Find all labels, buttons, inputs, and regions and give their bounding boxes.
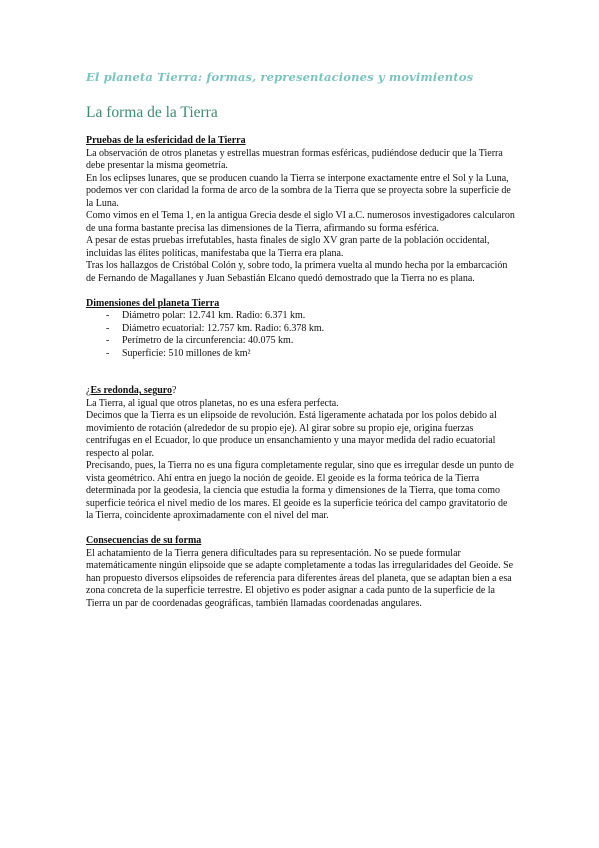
paragraph: Tras los hallazgos de Cristóbal Colón y, sobre todo, la primera vuelta al mundo hecha por la embarcación de Fernando de Magallanes y Juan Sebastián Elcano quedó demostrado que la Tierra no es plana. xyxy=(86,260,508,284)
heading-es-redonda xyxy=(86,385,516,398)
list-item: - Perímetro de la circunferencia: 40.075 km. xyxy=(106,335,516,348)
dimensions-list xyxy=(86,310,516,360)
paragraph: El achatamiento de la Tierra genera dificultades para su representación. No se puede formular matemáticamente ningún elipsoide que se adapte completamente a todas las irregularidades del Geoide. Se han propuesto diversos elipsoides de referencia para diferentes áreas del planeta, que se adaptan bien a esa zona concreta de la superficie terrestre. El objetivo es poder asignar a cada punto de la superficie de la Tierra un par de coordenadas geográficas, también llamadas coordenadas angulares. xyxy=(86,547,514,609)
list-item: - Diámetro ecuatorial: 12.757 km. Radio: 6.378 km. xyxy=(106,323,516,336)
paragraph: La observación de otros planetas y estrellas muestran formas esféricas, pudiéndose deducir que la Tierra debe presentar la misma geometría. xyxy=(86,147,503,171)
list-item: - Diámetro polar: 12.741 km. Radio: 6.371 km. xyxy=(106,310,516,323)
spacer xyxy=(86,285,516,298)
list-item: - Superficie: 510 millones de km² xyxy=(106,348,516,361)
paragraph: Precisando, pues, la Tierra no es una figura completamente regular, sino que es irregular desde un punto de vista geométrico. Ahí entra en juego la noción de geoide. El geoide es la forma teórica de la Tierra determinada por la geodesia, la ciencia que estudia la forma y dimensiones de la Tierra, que toma como superficie teórica el nivel medio de los mares. El geoide es la superficie teórica del campo gravitatorio de la Tierra, coincidente aproximadamente con el nivel del mar. xyxy=(86,460,514,521)
paragraph: A pesar de estas pruebas irrefutables, hasta finales de siglo XV gran parte de la población occidental, incluidas las élites políticas, manifestaba que la Tierra era plana. xyxy=(86,235,490,259)
paragraph: Como vimos en el Tema 1, en la antigua Grecia desde el siglo VI a.C. numerosos investigadores calcularon de una forma bastante precisa las dimensiones de la Tierra, afirmando su forma esférica. xyxy=(86,210,515,234)
paragraph: Decimos que la Tierra es un elipsoide de revolución. Está ligeramente achatada por los polos debido al movimiento de rotación (alrededor de su propio eje). Al girar sobre su propio eje, origina fuerzas centrífugas en el Ecuador, lo que produce un ensanchamiento y una mayor medida del radio ecuatorial respecto al polar. xyxy=(86,410,497,459)
heading-open-mark: ¿ xyxy=(86,385,91,396)
heading-close-mark: ? xyxy=(172,385,177,396)
heading-dimensiones: Dimensiones del planeta Tierra xyxy=(86,297,220,309)
section-title: La forma de la Tierra xyxy=(86,104,218,121)
paragraph: La Tierra, al igual que otros planetas, no es una esfera perfecta. xyxy=(86,397,339,409)
heading-pruebas: Pruebas de la esfericidad de la Tierra xyxy=(86,135,246,146)
paragraph: En los eclipses lunares, que se producen cuando la Tierra se interpone exactamente entre el Sol y la Luna, podemos ver con claridad la forma de arco de la sombra de la Tierra que se proyecta sobre la superficie de la Luna. xyxy=(86,172,511,209)
heading-consecuencias: Consecuencias de su forma xyxy=(86,535,202,546)
heading-bold-text: Es redonda, seguro xyxy=(90,385,173,396)
spacer xyxy=(86,360,516,385)
spacer xyxy=(86,523,516,536)
document-content xyxy=(86,70,516,610)
document-title: El planeta Tierra: formas, representaciones y movimientos xyxy=(86,70,474,84)
